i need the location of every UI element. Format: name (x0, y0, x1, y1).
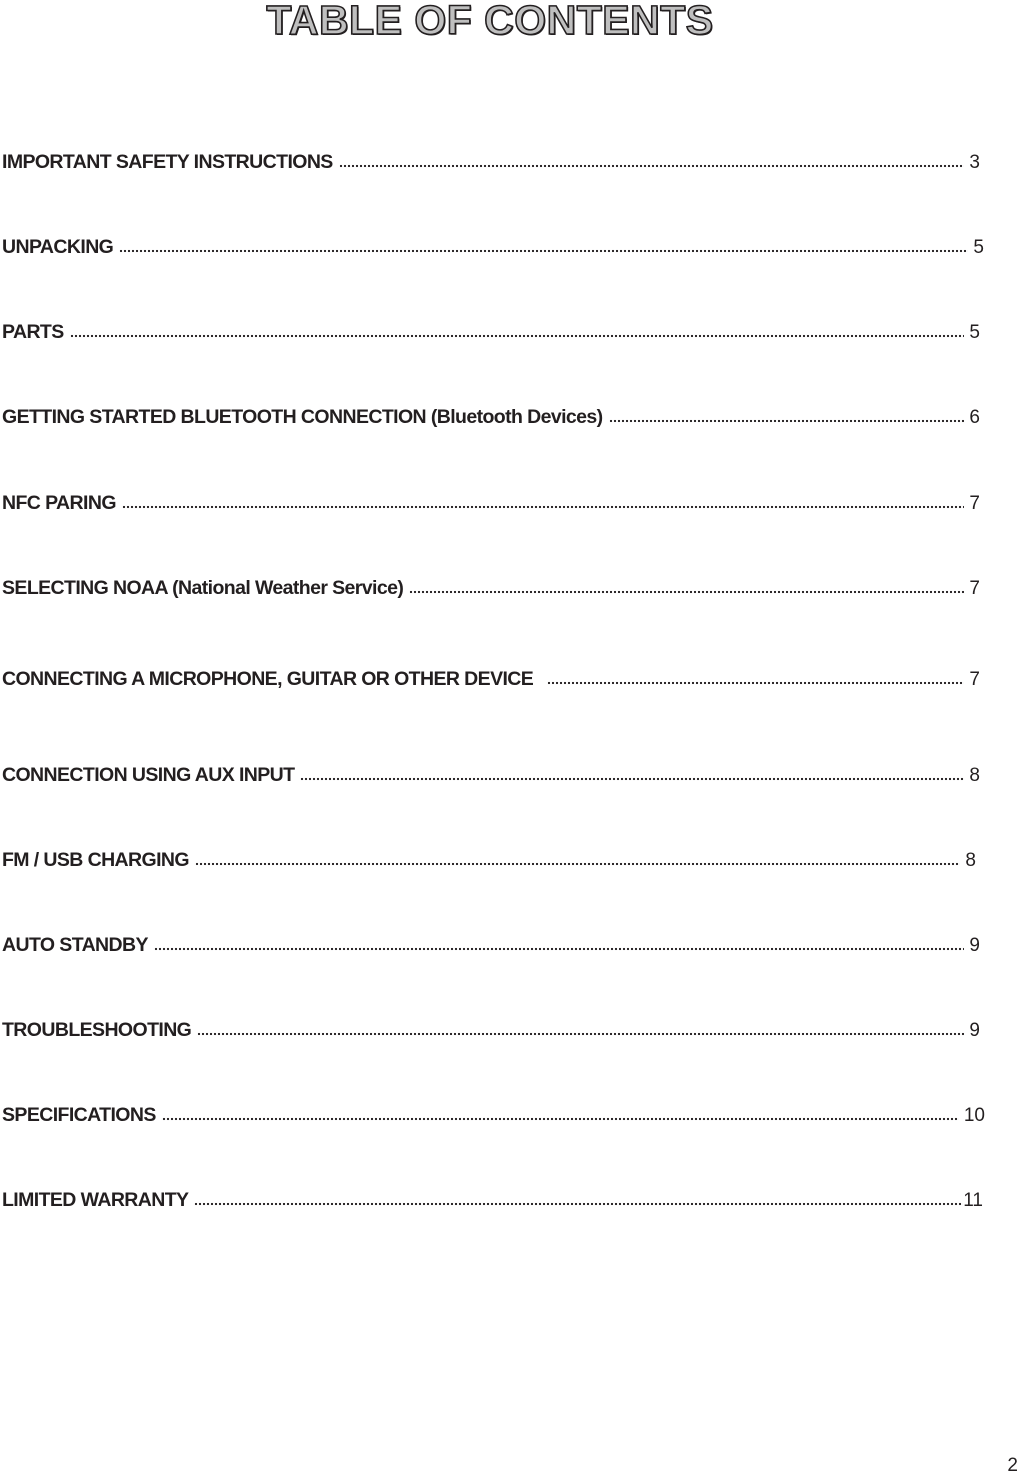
dot-leader (547, 681, 964, 685)
toc-entry-label: AUTO STANDBY (2, 934, 148, 956)
toc-entry-label: GETTING STARTED BLUETOOTH CONNECTION (Bluetooth Devices) (2, 406, 603, 428)
toc-entry-page: 9 (969, 1020, 980, 1041)
toc-entry-page: 3 (969, 152, 980, 173)
toc-entry-label: CONNECTING A MICROPHONE, GUITAR OR OTHER DEVICE (2, 668, 534, 690)
toc-entry-important-safety-instructions[interactable] (2, 149, 980, 175)
dot-leader (122, 505, 965, 509)
toc-entry-getting-started-bluetooth[interactable] (2, 404, 980, 430)
dot-leader (339, 164, 965, 168)
toc-entry-parts[interactable] (2, 319, 980, 345)
toc-entry-nfc-paring[interactable] (2, 490, 980, 516)
toc-entry-page: 7 (969, 669, 980, 690)
toc-entry-page: 5 (969, 322, 980, 343)
dot-leader (195, 862, 960, 866)
dot-leader (197, 1032, 964, 1036)
page-title: TABLE OF CONTENTS (266, 0, 714, 43)
dot-leader (70, 334, 965, 338)
toc-entry-auto-standby[interactable] (2, 932, 980, 958)
toc-entry-label: SELECTING NOAA (National Weather Service) (2, 577, 404, 599)
toc-entry-fm-usb-charging[interactable] (2, 847, 976, 873)
toc-entry-page: 5 (973, 237, 984, 258)
toc-entry-label: CONNECTION USING AUX INPUT (2, 764, 295, 786)
toc-entry-label: UNPACKING (2, 236, 114, 258)
toc-entry-page: 7 (969, 493, 980, 514)
toc-entry-label: FM / USB CHARGING (2, 849, 189, 871)
toc-entry-page: 8 (969, 765, 980, 786)
dot-leader (194, 1202, 963, 1206)
toc-entry-limited-warranty[interactable] (2, 1187, 983, 1213)
dot-leader (609, 419, 965, 423)
toc-entry-label: IMPORTANT SAFETY INSTRUCTIONS (2, 151, 333, 173)
toc-entry-page: 6 (969, 407, 980, 428)
dot-leader (119, 249, 968, 253)
dot-leader (162, 1117, 959, 1121)
toc-entry-page: 8 (965, 850, 976, 871)
toc-entry-page: 10 (963, 1105, 985, 1126)
toc-entry-connecting-microphone[interactable] (2, 666, 980, 692)
toc-entry-page: 11 (963, 1190, 983, 1211)
page-number: 2 (1007, 1455, 1018, 1476)
toc-entry-unpacking[interactable] (2, 234, 984, 260)
toc-entry-label: SPECIFICATIONS (2, 1104, 156, 1126)
toc-entry-label: NFC PARING (2, 492, 116, 514)
toc-entry-connection-aux-input[interactable] (2, 762, 980, 788)
dot-leader (154, 947, 965, 951)
toc-entry-specifications[interactable] (2, 1102, 985, 1128)
dot-leader (409, 590, 964, 594)
toc-entry-label: PARTS (2, 321, 64, 343)
toc-entry-page: 7 (969, 578, 980, 599)
toc-entry-label: LIMITED WARRANTY (2, 1189, 189, 1211)
dot-leader (300, 777, 964, 781)
toc-entry-selecting-noaa[interactable] (2, 575, 980, 601)
toc-entry-page: 9 (969, 935, 980, 956)
toc-entry-label: TROUBLESHOOTING (2, 1019, 192, 1041)
toc-entry-troubleshooting[interactable] (2, 1017, 980, 1043)
